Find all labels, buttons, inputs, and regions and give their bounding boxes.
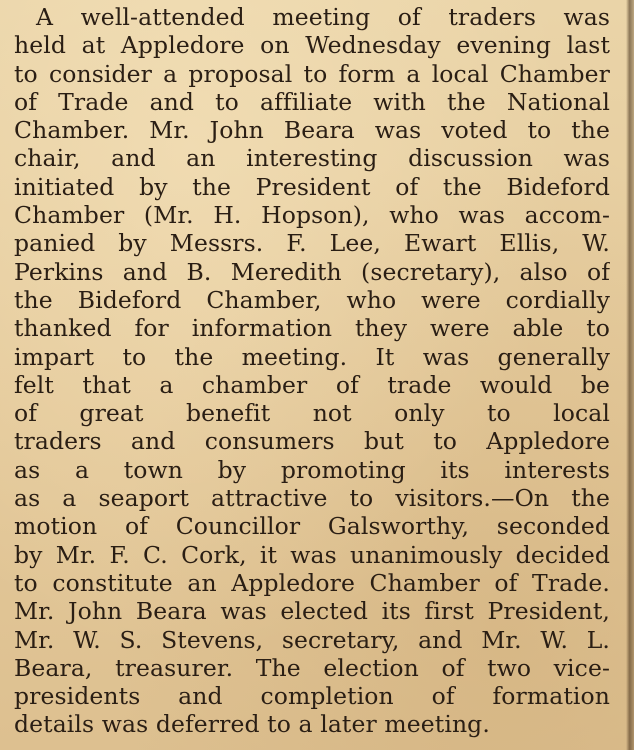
- article-line: to consider a proposal to form a local Chamber: [14, 59, 610, 88]
- column-rule: [626, 0, 634, 750]
- article-line: held at Appledore on Wednesday evening last: [14, 31, 610, 60]
- article-line: Beara, treasurer. The election of two vice-: [14, 653, 610, 682]
- article-line: to constitute an Appledore Chamber of Trade.: [14, 568, 610, 597]
- article-line: the Bideford Chamber, who were cordially: [14, 285, 610, 314]
- article-line: of great benefit not only to local: [14, 399, 610, 428]
- article-line: Mr. W. S. Stevens, secretary, and Mr. W. L.: [14, 625, 610, 654]
- article-line: chair, and an interesting discussion was: [14, 144, 610, 173]
- article-line: impart to the meeting. It was generally: [14, 342, 610, 371]
- article-line: Mr. John Beara was elected its first President,: [14, 597, 610, 626]
- article-line: motion of Councillor Galsworthy, seconded: [14, 512, 610, 541]
- article-line: Perkins and B. Meredith (secretary), also of: [14, 257, 610, 286]
- article-line: felt that a chamber of trade would be: [14, 370, 610, 399]
- article-line: Chamber. Mr. John Beara was voted to the: [14, 116, 610, 145]
- article-line: presidents and completion of formation: [14, 682, 610, 711]
- article-line: by Mr. F. C. Cork, it was unanimously decided: [14, 540, 610, 569]
- article-line: details was deferred to a later meeting.: [14, 710, 490, 739]
- article-line: as a seaport attractive to visitors.—On the: [14, 484, 610, 513]
- article-line: initiated by the President of the Bideford: [14, 172, 610, 201]
- article-line: A well-attended meeting of traders was: [36, 3, 610, 31]
- article-line: panied by Messrs. F. Lee, Ewart Ellis, W.: [14, 229, 610, 258]
- news-article: [14, 3, 610, 739]
- article-line: thanked for information they were able to: [14, 314, 610, 343]
- article-line: traders and consumers but to Appledore: [14, 427, 610, 456]
- article-line: as a town by promoting its interests: [14, 455, 610, 484]
- article-line: of Trade and to affiliate with the National: [14, 87, 610, 116]
- article-line: Chamber (Mr. H. Hopson), who was accom-: [14, 201, 610, 230]
